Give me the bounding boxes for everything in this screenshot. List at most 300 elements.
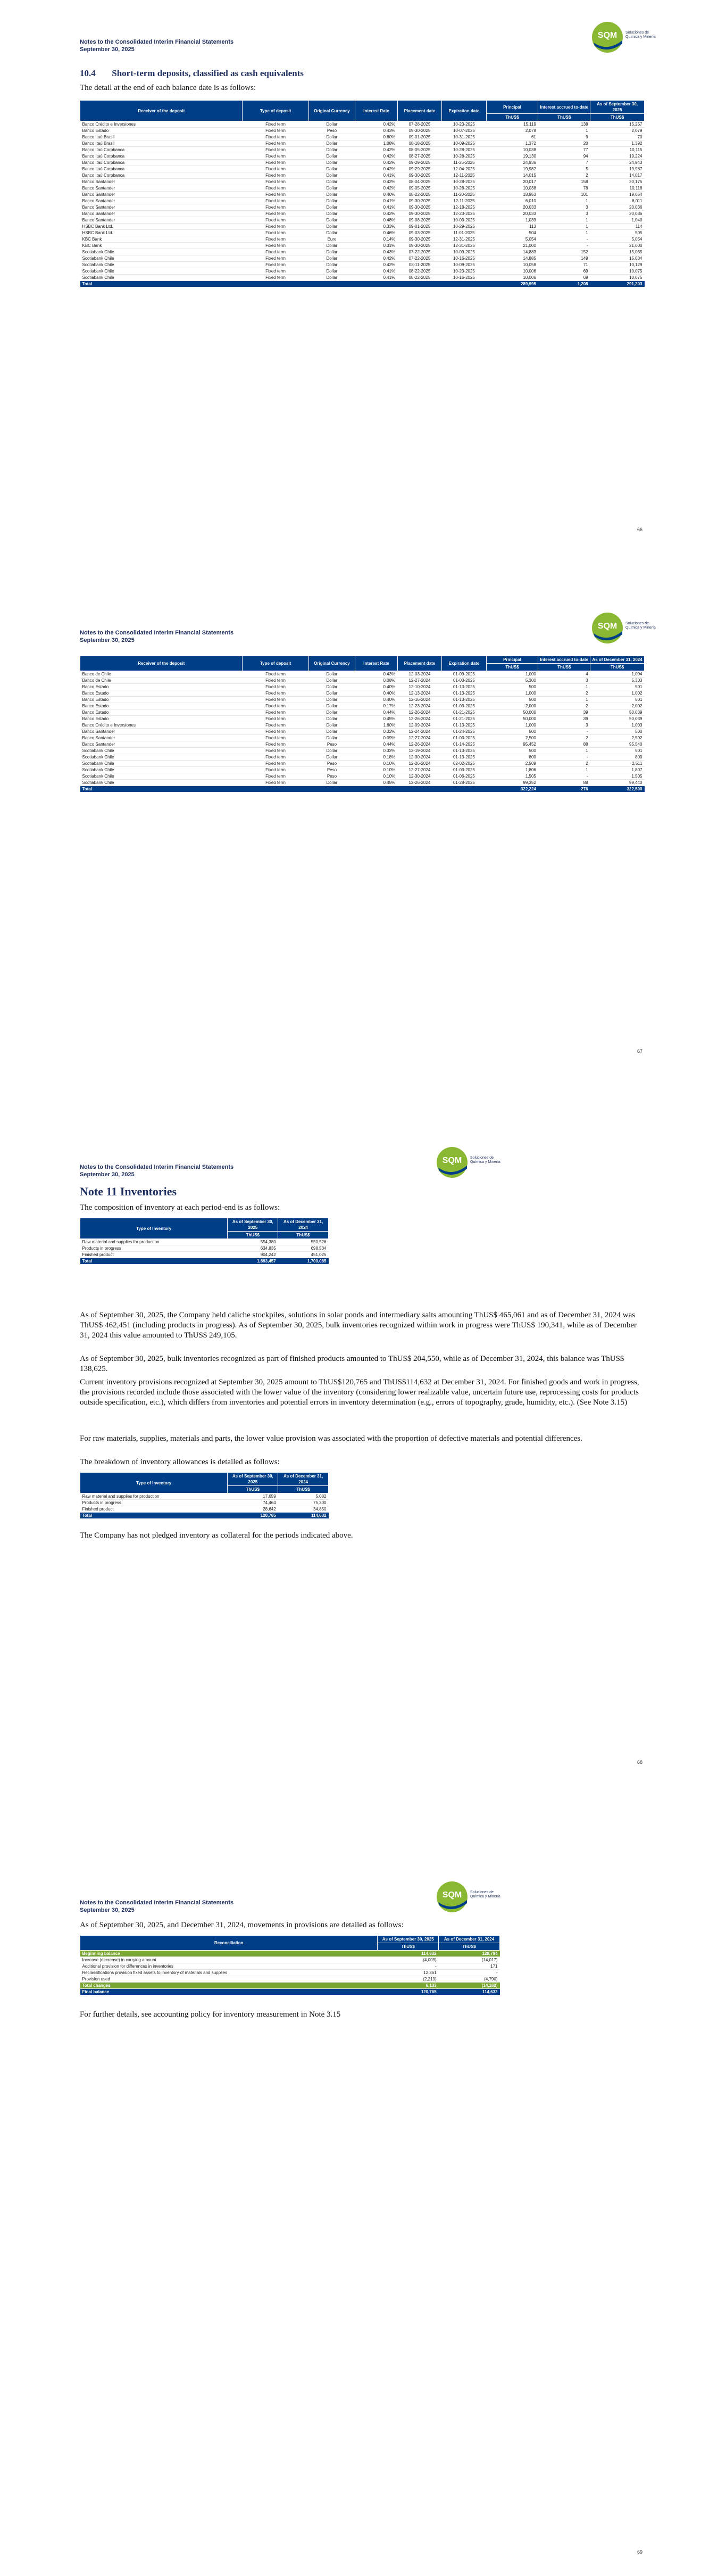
table-cell: Banco de Chile	[80, 671, 243, 678]
table-cell: 0.33%	[355, 224, 397, 230]
table-cell: 12-24-2024	[397, 729, 441, 735]
table-cell: 10-23-2025	[442, 121, 486, 128]
table-cell: 01-13-2025	[442, 697, 486, 703]
table-cell: Fixed term	[243, 153, 308, 160]
table-cell: Dollar	[308, 678, 355, 684]
table-cell: Scotiabank Chile	[80, 780, 243, 786]
table-cell: Dollar	[308, 697, 355, 703]
column-header: Interest accrued to-date	[538, 101, 590, 114]
table-cell: Dollar	[308, 185, 355, 192]
table-cell: Fixed term	[243, 716, 308, 722]
table-cell: 1	[538, 198, 590, 204]
table-cell	[397, 786, 441, 792]
table-cell: Dollar	[308, 153, 355, 160]
table-cell: Peso	[308, 761, 355, 767]
table-cell: -	[538, 754, 590, 761]
table-cell: 6,011	[590, 198, 645, 204]
table-cell: 451,025	[278, 1252, 329, 1258]
table-cell: 904,242	[228, 1252, 278, 1258]
table-cell: -	[538, 773, 590, 780]
table-cell: 138	[538, 121, 590, 128]
table-cell: Fixed term	[243, 185, 308, 192]
table-cell: 0.09%	[355, 735, 397, 741]
table-cell: 75,300	[278, 1500, 329, 1506]
table-cell: 114,632	[278, 1513, 329, 1519]
table-cell: 71	[538, 262, 590, 268]
table-cell: 01-03-2025	[442, 767, 486, 773]
column-header: Interest Rate	[355, 656, 397, 671]
table-cell: 114,632	[439, 1989, 500, 1995]
table-cell: 09-30-2025	[397, 243, 441, 249]
table-cell: Dollar	[308, 211, 355, 217]
para-breakdown-intro: The breakdown of inventory allowances is detailed as follows:	[80, 1458, 280, 1466]
table-cell: 01-28-2025	[442, 780, 486, 786]
unit-header: ThUS$	[278, 1486, 329, 1493]
table-cell: 69	[538, 275, 590, 281]
table-cell: Fixed term	[243, 224, 308, 230]
column-header: Original Currency	[308, 101, 355, 121]
table-cell: 01-13-2025	[442, 684, 486, 690]
table-cell: 500	[486, 697, 538, 703]
table-cell: 20,036	[590, 211, 645, 217]
table-cell: 3	[538, 211, 590, 217]
table-cell: -	[538, 729, 590, 735]
table-row	[80, 729, 645, 735]
column-header: Principal	[486, 656, 538, 664]
table-cell: Fixed term	[243, 780, 308, 786]
table-row	[80, 153, 645, 160]
table-cell: 21,000	[590, 243, 645, 249]
header-title: Notes to the Consolidated Interim Financial Statements	[80, 39, 234, 45]
table-row	[80, 224, 645, 230]
table-cell: 61	[486, 134, 538, 141]
column-header: Type of deposit	[243, 656, 308, 671]
table-cell: Banco Estado	[80, 128, 243, 134]
table-cell: 11-20-2025	[442, 192, 486, 198]
table-cell: Scotiabank Chile	[80, 262, 243, 268]
table-row	[80, 690, 645, 697]
table-cell: Dollar	[308, 275, 355, 281]
table-cell: Banco Estado	[80, 716, 243, 722]
table-cell: 2,511	[590, 761, 645, 767]
table-cell: 1,003	[590, 722, 645, 729]
table-cell: 0.41%	[355, 172, 397, 179]
table-cell: Total changes	[80, 1983, 378, 1989]
table-cell: 1,208	[538, 281, 590, 287]
table-cell: 698,534	[278, 1245, 329, 1252]
table-cell: Fixed term	[243, 773, 308, 780]
unit-header: ThUS$	[538, 664, 590, 671]
para-provisions: Current inventory provisions recognized at September 30, 2025 amount to ThUS$120,765 and ThUS$114,632 at December 31, 2024. For finished goods and work in progress, the provisions recorded include those associated with the lower value of the inventory (considering lower realizable value, uncertain future use, reprocessing costs for products outside specification, etc.), which differs from inventories and potential errors in inventory determination (e.g., errors of topography, grade, humidity, etc.). (See Note 3.15)	[80, 1378, 639, 1407]
deposits-table-2024	[80, 656, 645, 792]
table-cell: 09-30-2025	[397, 128, 441, 134]
table-cell: Fixed term	[243, 748, 308, 754]
provisions-footer: For further details, see accounting policy for inventory measurement in Note 3.15	[80, 2010, 341, 2019]
table-cell: 0.10%	[355, 773, 397, 780]
table-row	[80, 684, 645, 690]
column-header: As of December 31, 2024	[590, 656, 645, 664]
table-cell: Scotiabank Chile	[80, 268, 243, 275]
table-row	[80, 671, 645, 678]
table-cell: 1,000	[486, 690, 538, 697]
unit-header: ThUS$	[538, 114, 590, 121]
table-cell: 1	[538, 767, 590, 773]
table-row	[80, 230, 645, 236]
table-cell	[355, 786, 397, 792]
table-cell: Fixed term	[243, 141, 308, 147]
table-cell: 95,540	[590, 741, 645, 748]
table-row	[80, 735, 645, 741]
table-cell: 6,010	[486, 198, 538, 204]
table-cell: 09-08-2025	[397, 217, 441, 224]
table-cell: 0.32%	[355, 729, 397, 735]
total-row	[80, 1513, 329, 1519]
table-cell: Dollar	[308, 255, 355, 262]
table-cell: 2,000	[486, 703, 538, 709]
table-cell: Dollar	[308, 262, 355, 268]
table-cell: Banco Crédito e Inversiones	[80, 722, 243, 729]
table-cell: 17,659	[228, 1493, 278, 1500]
table-cell: Dollar	[308, 722, 355, 729]
table-cell: 10-28-2025	[442, 185, 486, 192]
table-row	[80, 275, 645, 281]
table-cell: 01-03-2025	[442, 735, 486, 741]
page-header	[80, 1163, 233, 1178]
svg-text:SQM: SQM	[442, 1156, 462, 1165]
table-cell: 500	[486, 729, 538, 735]
table-row	[80, 1500, 329, 1506]
table-cell: 0.17%	[355, 703, 397, 709]
table-cell: Fixed term	[243, 275, 308, 281]
table-cell: 10-16-2025	[442, 275, 486, 281]
table-row	[80, 249, 645, 255]
table-cell: 2	[538, 172, 590, 179]
table-cell: 12-31-2025	[442, 236, 486, 243]
table-cell: 01-21-2025	[442, 709, 486, 716]
table-cell: Dollar	[308, 735, 355, 741]
inventory-intro: The composition of inventory at each period-end is as follows:	[80, 1203, 280, 1212]
sqm-logo	[591, 21, 661, 53]
table-cell: Fixed term	[243, 192, 308, 198]
unit-header: ThUS$	[228, 1232, 278, 1239]
table-cell: 2	[538, 703, 590, 709]
table-cell: 20,033	[486, 211, 538, 217]
page-number: 66	[637, 527, 643, 532]
table-cell: (14,162)	[439, 1983, 500, 1989]
table-cell: 12-27-2024	[397, 678, 441, 684]
table-cell: 19,224	[590, 153, 645, 160]
table-cell: 322,224	[486, 786, 538, 792]
table-cell: 0.42%	[355, 185, 397, 192]
table-cell: HSBC Bank Ltd.	[80, 230, 243, 236]
table-cell: 322,500	[590, 786, 645, 792]
table-cell: Dollar	[308, 224, 355, 230]
table-cell: 634,835	[228, 1245, 278, 1252]
table-cell: 10-09-2025	[442, 249, 486, 255]
table-cell: 39	[538, 709, 590, 716]
table-cell: 1,000	[486, 722, 538, 729]
table-cell: 08-22-2025	[397, 192, 441, 198]
table-cell: 1,000	[486, 671, 538, 678]
table-cell: 09-29-2025	[397, 166, 441, 172]
table-cell: 19,982	[486, 166, 538, 172]
table-cell: 2,500	[486, 735, 538, 741]
column-header: Expiration date	[442, 656, 486, 671]
table-cell: 09-30-2025	[397, 198, 441, 204]
table-cell	[355, 281, 397, 287]
table-cell: 3	[538, 678, 590, 684]
table-cell: Total	[80, 786, 243, 792]
table-cell: Total	[80, 1258, 228, 1265]
table-row	[80, 217, 645, 224]
header-date: September 30, 2025	[80, 1907, 135, 1913]
table-row	[80, 678, 645, 684]
sqm-logo-icon	[436, 1881, 469, 1913]
table-cell: Dollar	[308, 166, 355, 172]
table-cell: 504	[486, 230, 538, 236]
table-cell: Fixed term	[243, 160, 308, 166]
table-cell: 08-22-2025	[397, 268, 441, 275]
column-header: Original Currency	[308, 656, 355, 671]
table-cell: Banco Estado	[80, 703, 243, 709]
table-cell: Fixed term	[243, 684, 308, 690]
table-cell: 1.08%	[355, 141, 397, 147]
table-cell: 5,054	[486, 236, 538, 243]
table-cell: 10-07-2025	[442, 128, 486, 134]
para-bulk-finished: As of September 30, 2025, bulk inventories recognized as part of finished products amounted to ThUS$ 204,550, while as of December 31, 2024, this balance was ThUS$ 138,625.	[80, 1355, 624, 1373]
table-cell: 120,765	[228, 1513, 278, 1519]
table-cell: Reclassifications provision fixed assets to inventory of materials and supplies	[80, 1970, 378, 1976]
table-row	[80, 204, 645, 211]
table-cell: Banco Itaú Corpbanca	[80, 160, 243, 166]
table-cell: Fixed term	[243, 211, 308, 217]
total-row	[80, 281, 645, 287]
table-cell: 3	[538, 204, 590, 211]
table-cell: 14,883	[486, 249, 538, 255]
header-date: September 30, 2025	[80, 637, 135, 643]
table-cell: 1,700,085	[278, 1258, 329, 1265]
column-header: Interest accrued to-date	[538, 656, 590, 664]
table-cell: Dollar	[308, 671, 355, 678]
table-cell: 0.40%	[355, 697, 397, 703]
table-cell: 12-11-2025	[442, 198, 486, 204]
table-cell: 1,002	[590, 690, 645, 697]
table-cell: 500	[590, 729, 645, 735]
table-cell: 0.42%	[355, 179, 397, 185]
table-cell: 01-06-2025	[442, 773, 486, 780]
table-cell: Fixed term	[243, 243, 308, 249]
page-number: 67	[637, 1048, 643, 1054]
table-cell: (2,219)	[378, 1976, 439, 1983]
table-cell: 50,000	[486, 716, 538, 722]
table-cell: Total	[80, 1513, 228, 1519]
table-cell: Fixed term	[243, 147, 308, 153]
table-cell: Final balance	[80, 1989, 378, 1995]
page-number: 69	[637, 2549, 643, 2555]
table-cell: 09-30-2025	[397, 172, 441, 179]
table-row	[80, 198, 645, 204]
table-cell: 01-21-2025	[442, 716, 486, 722]
table-cell: 94	[538, 153, 590, 160]
table-cell: 24,936	[486, 160, 538, 166]
table-cell: 12-26-2024	[397, 716, 441, 722]
table-cell: 10-29-2025	[442, 224, 486, 230]
table-row	[80, 185, 645, 192]
table-cell: Scotiabank Chile	[80, 761, 243, 767]
table-cell: 500	[486, 748, 538, 754]
table-cell: 0.32%	[355, 748, 397, 754]
table-cell: 12-27-2024	[397, 735, 441, 741]
table-cell: (4,790)	[439, 1976, 500, 1983]
table-cell: Dollar	[308, 754, 355, 761]
page-67	[0, 591, 726, 1123]
table-cell: Euro	[308, 236, 355, 243]
table-cell: 149	[538, 255, 590, 262]
table-cell: 1,807	[590, 767, 645, 773]
table-cell: Banco Santander	[80, 198, 243, 204]
table-cell: Fixed term	[243, 179, 308, 185]
column-header: Reconciliation	[80, 1936, 378, 1951]
table-cell: 5,303	[590, 678, 645, 684]
table-cell: Beginning balance	[80, 1951, 378, 1957]
table-cell: 09-30-2025	[397, 236, 441, 243]
column-header: As of September 30, 2025	[378, 1936, 439, 1943]
table-cell: 18,953	[486, 192, 538, 198]
table-cell: 10,058	[486, 262, 538, 268]
table-row	[80, 1245, 329, 1252]
table-cell: 276	[538, 786, 590, 792]
table-cell: 289,995	[486, 281, 538, 287]
table-cell: Scotiabank Chile	[80, 249, 243, 255]
table-cell: 2,079	[590, 128, 645, 134]
table-cell: 1,004	[590, 671, 645, 678]
table-cell: 12-09-2024	[397, 722, 441, 729]
table-cell: Banco Itaú Corpbanca	[80, 147, 243, 153]
table-cell: Dollar	[308, 703, 355, 709]
column-header: Placement date	[397, 656, 441, 671]
final-balance-row	[80, 1989, 500, 1995]
table-cell: 1	[538, 230, 590, 236]
table-row	[80, 255, 645, 262]
table-cell: Banco Estado	[80, 709, 243, 716]
table-row	[80, 761, 645, 767]
table-cell: Dollar	[308, 690, 355, 697]
table-cell: 70	[590, 134, 645, 141]
table-cell: Banco Santander	[80, 192, 243, 198]
page-header	[80, 1899, 233, 1914]
table-cell: 800	[590, 754, 645, 761]
table-row	[80, 748, 645, 754]
column-header: As of September 30, 2025	[228, 1473, 278, 1486]
header-date: September 30, 2025	[80, 1171, 135, 1178]
table-cell: 09-30-2025	[397, 211, 441, 217]
table-row	[80, 147, 645, 153]
table-cell: -	[538, 236, 590, 243]
inventory-composition-table	[80, 1218, 329, 1264]
table-cell: Scotiabank Chile	[80, 754, 243, 761]
table-cell: 5,054	[590, 236, 645, 243]
table-cell: Fixed term	[243, 761, 308, 767]
column-header: Interest Rate	[355, 101, 397, 121]
table-cell: 12-26-2024	[397, 780, 441, 786]
table-row	[80, 1506, 329, 1513]
header-row	[80, 656, 645, 664]
table-cell: 0.14%	[355, 236, 397, 243]
table-cell: 01-14-2025	[442, 741, 486, 748]
table-cell: 0.48%	[355, 217, 397, 224]
table-cell: 50,039	[590, 709, 645, 716]
table-cell: 07-28-2025	[397, 121, 441, 128]
table-cell: 0.42%	[355, 147, 397, 153]
table-cell: 20,033	[486, 204, 538, 211]
table-cell: 12-23-2025	[442, 211, 486, 217]
table-cell: Fixed term	[243, 678, 308, 684]
table-row	[80, 780, 645, 786]
table-cell: 0.42%	[355, 211, 397, 217]
header-date: September 30, 2025	[80, 46, 135, 53]
table-cell: 0.42%	[355, 153, 397, 160]
table-cell: Banco Santander	[80, 204, 243, 211]
table-cell: 114,632	[378, 1951, 439, 1957]
table-row	[80, 211, 645, 217]
table-cell: 1	[538, 224, 590, 230]
table-cell: 69	[538, 268, 590, 275]
table-cell: Banco Itaú Corpbanca	[80, 172, 243, 179]
table-cell: Fixed term	[243, 198, 308, 204]
table-cell: Raw material and supplies for production	[80, 1493, 228, 1500]
table-cell: 0.42%	[355, 121, 397, 128]
table-cell: 0.10%	[355, 767, 397, 773]
table-cell: 101	[538, 192, 590, 198]
table-cell: 07-22-2025	[397, 255, 441, 262]
column-header: Principal	[486, 101, 538, 114]
table-cell: 1	[538, 128, 590, 134]
table-cell: 39	[538, 716, 590, 722]
table-cell: Dollar	[308, 204, 355, 211]
table-cell: 0.43%	[355, 671, 397, 678]
table-cell: 88	[538, 780, 590, 786]
table-row	[80, 192, 645, 198]
table-cell	[308, 281, 355, 287]
logo-tagline: Soluciones de Química y Minería	[625, 622, 656, 630]
column-header: Type of Inventory	[80, 1473, 228, 1493]
total-row	[80, 786, 645, 792]
table-cell: 10,075	[590, 275, 645, 281]
table-cell: Banco Crédito e Inversiones	[80, 121, 243, 128]
table-cell: 1	[538, 217, 590, 224]
sqm-logo	[436, 1146, 505, 1178]
table-cell	[308, 786, 355, 792]
column-header: Type of deposit	[243, 101, 308, 121]
table-cell: Banco Santander	[80, 741, 243, 748]
table-cell: 12-19-2024	[397, 748, 441, 754]
table-cell: 12-13-2024	[397, 690, 441, 697]
table-cell: (4,009)	[378, 1957, 439, 1963]
table-cell: -	[538, 243, 590, 249]
table-cell: 15,034	[590, 255, 645, 262]
table-cell: 5,082	[278, 1493, 329, 1500]
table-cell: Scotiabank Chile	[80, 275, 243, 281]
table-cell: 10,115	[590, 147, 645, 153]
column-header: As of December 31, 2024	[439, 1936, 500, 1943]
table-cell: 12-31-2025	[442, 243, 486, 249]
header-row	[80, 1218, 329, 1232]
table-cell: Banco Estado	[80, 690, 243, 697]
table-cell: 15,119	[486, 121, 538, 128]
table-cell: 09-01-2025	[397, 134, 441, 141]
table-cell: 09-01-2025	[397, 224, 441, 230]
table-row	[80, 716, 645, 722]
